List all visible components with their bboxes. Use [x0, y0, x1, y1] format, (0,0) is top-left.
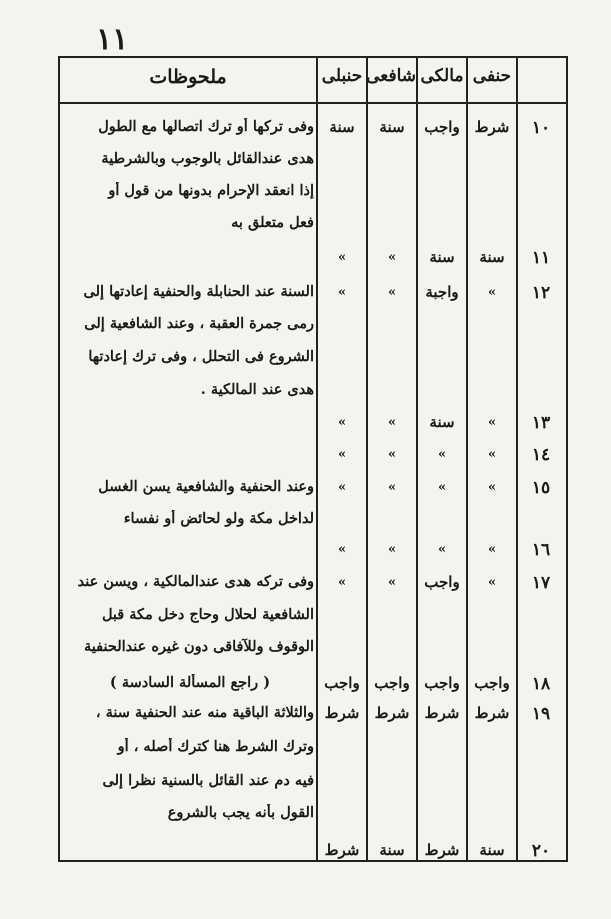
cell-maliki: » — [437, 480, 447, 495]
row-number: ٢٠ — [531, 841, 551, 861]
header-divider — [58, 102, 568, 104]
note-line: ( راجع المسألة السادسة ) — [109, 674, 271, 691]
cell-shafii: » — [387, 575, 397, 590]
note-line: وعند الحنفية والشافعية يسن الغسل — [98, 478, 314, 495]
header-maliki: مالکی — [420, 66, 464, 86]
note-line: وفى تركه هدى عندالمالكية ، ويسن عند — [77, 573, 314, 590]
cell-shafii: واجب — [374, 674, 410, 692]
cell-maliki: واجب — [424, 573, 460, 591]
note-line: إذا انعقد الإحرام بدونها من قول أو — [108, 182, 314, 199]
cell-hanafi: » — [487, 447, 497, 462]
row-number: ١٩ — [531, 704, 551, 724]
cell-hanafi: » — [487, 415, 497, 430]
note-line: هدى عندالقائل بالوجوب وبالشرطية — [101, 150, 314, 167]
cell-hanbali: » — [337, 447, 347, 462]
header-notes: ملحوظات — [149, 66, 227, 88]
note-line: رمى جمرة العقبة ، وعند الشافعية إلى — [84, 315, 314, 332]
row-number: ١٦ — [531, 540, 551, 560]
cell-maliki: شرط — [424, 704, 460, 722]
header-hanafi: حنفی — [472, 66, 512, 86]
cell-shafii: » — [387, 542, 397, 557]
header-hanbali: حنبلی — [321, 66, 363, 86]
note-line: الوقوف وللآفاقى دون غيره عندالحنفية — [84, 638, 314, 655]
note-line: لداخل مكة ولو لحائض أو نفساء — [123, 510, 314, 527]
cell-hanbali: واجب — [324, 674, 360, 692]
cell-hanbali: » — [337, 575, 347, 590]
row-number: ١٧ — [531, 573, 551, 593]
note-line: وفى تركها أو ترك اتصالها مع الطول — [98, 118, 314, 135]
cell-hanafi: » — [487, 480, 497, 495]
cell-maliki: » — [437, 542, 447, 557]
cell-shafii: » — [387, 250, 397, 265]
page-number: ١١ — [96, 22, 129, 57]
cell-maliki: واجبة — [425, 283, 459, 301]
cell-hanafi: » — [487, 575, 497, 590]
cell-hanbali: » — [337, 285, 347, 300]
cell-shafii: سنة — [379, 841, 405, 859]
cell-shafii: » — [387, 415, 397, 430]
row-number: ١٠ — [531, 118, 551, 138]
cell-hanbali: » — [337, 480, 347, 495]
cell-hanafi: » — [487, 285, 497, 300]
cell-maliki: شرط — [424, 841, 460, 859]
cell-hanbali: » — [337, 542, 347, 557]
cell-shafii: شرط — [374, 704, 410, 722]
cell-shafii: » — [387, 447, 397, 462]
cell-hanafi: سنة — [479, 841, 505, 859]
cell-hanafi: شرط — [474, 118, 510, 136]
cell-hanbali: سنة — [329, 118, 355, 136]
cell-hanafi: شرط — [474, 704, 510, 722]
cell-hanafi: » — [487, 542, 497, 557]
cell-hanbali: شرط — [324, 704, 360, 722]
cell-maliki: سنة — [429, 248, 455, 266]
cell-hanafi: واجب — [474, 674, 510, 692]
note-line: القول بأنه يجب بالشروع — [167, 804, 314, 821]
note-line: السنة عند الحنابلة والحنفية إعادتها إلى — [83, 283, 314, 300]
note-line: الشافعية لحلال وحاج دخل مكة قبل — [101, 606, 314, 623]
note-line: والثلاثة الباقية منه عند الحنفية سنة ، — [95, 704, 314, 721]
cell-hanbali: » — [337, 415, 347, 430]
note-line: وترك الشرط هنا كترك أصله ، أو — [117, 738, 314, 755]
cell-hanbali: » — [337, 250, 347, 265]
note-line: هدى عند المالكية . — [200, 381, 314, 398]
row-number: ١٤ — [531, 445, 551, 465]
cell-hanbali: شرط — [324, 841, 360, 859]
cell-maliki: » — [437, 447, 447, 462]
row-number: ١١ — [531, 248, 551, 268]
cell-shafii: سنة — [379, 118, 405, 136]
cell-shafii: » — [387, 285, 397, 300]
row-number: ١٢ — [531, 283, 551, 303]
cell-maliki: واجب — [424, 674, 460, 692]
note-line: فعل متعلق به — [231, 214, 314, 231]
header-shafii: شافعی — [366, 66, 416, 86]
row-number: ١٥ — [531, 478, 551, 498]
cell-maliki: سنة — [429, 413, 455, 431]
cell-hanafi: سنة — [479, 248, 505, 266]
note-line: فيه دم عند القائل بالسنية نظرا إلى — [102, 772, 314, 789]
cell-maliki: واجب — [424, 118, 460, 136]
row-number: ١٣ — [531, 413, 551, 433]
note-line: الشروع فى التحلل ، وفى ترك إعادتها — [88, 348, 314, 365]
row-number: ١٨ — [531, 674, 551, 694]
cell-shafii: » — [387, 480, 397, 495]
